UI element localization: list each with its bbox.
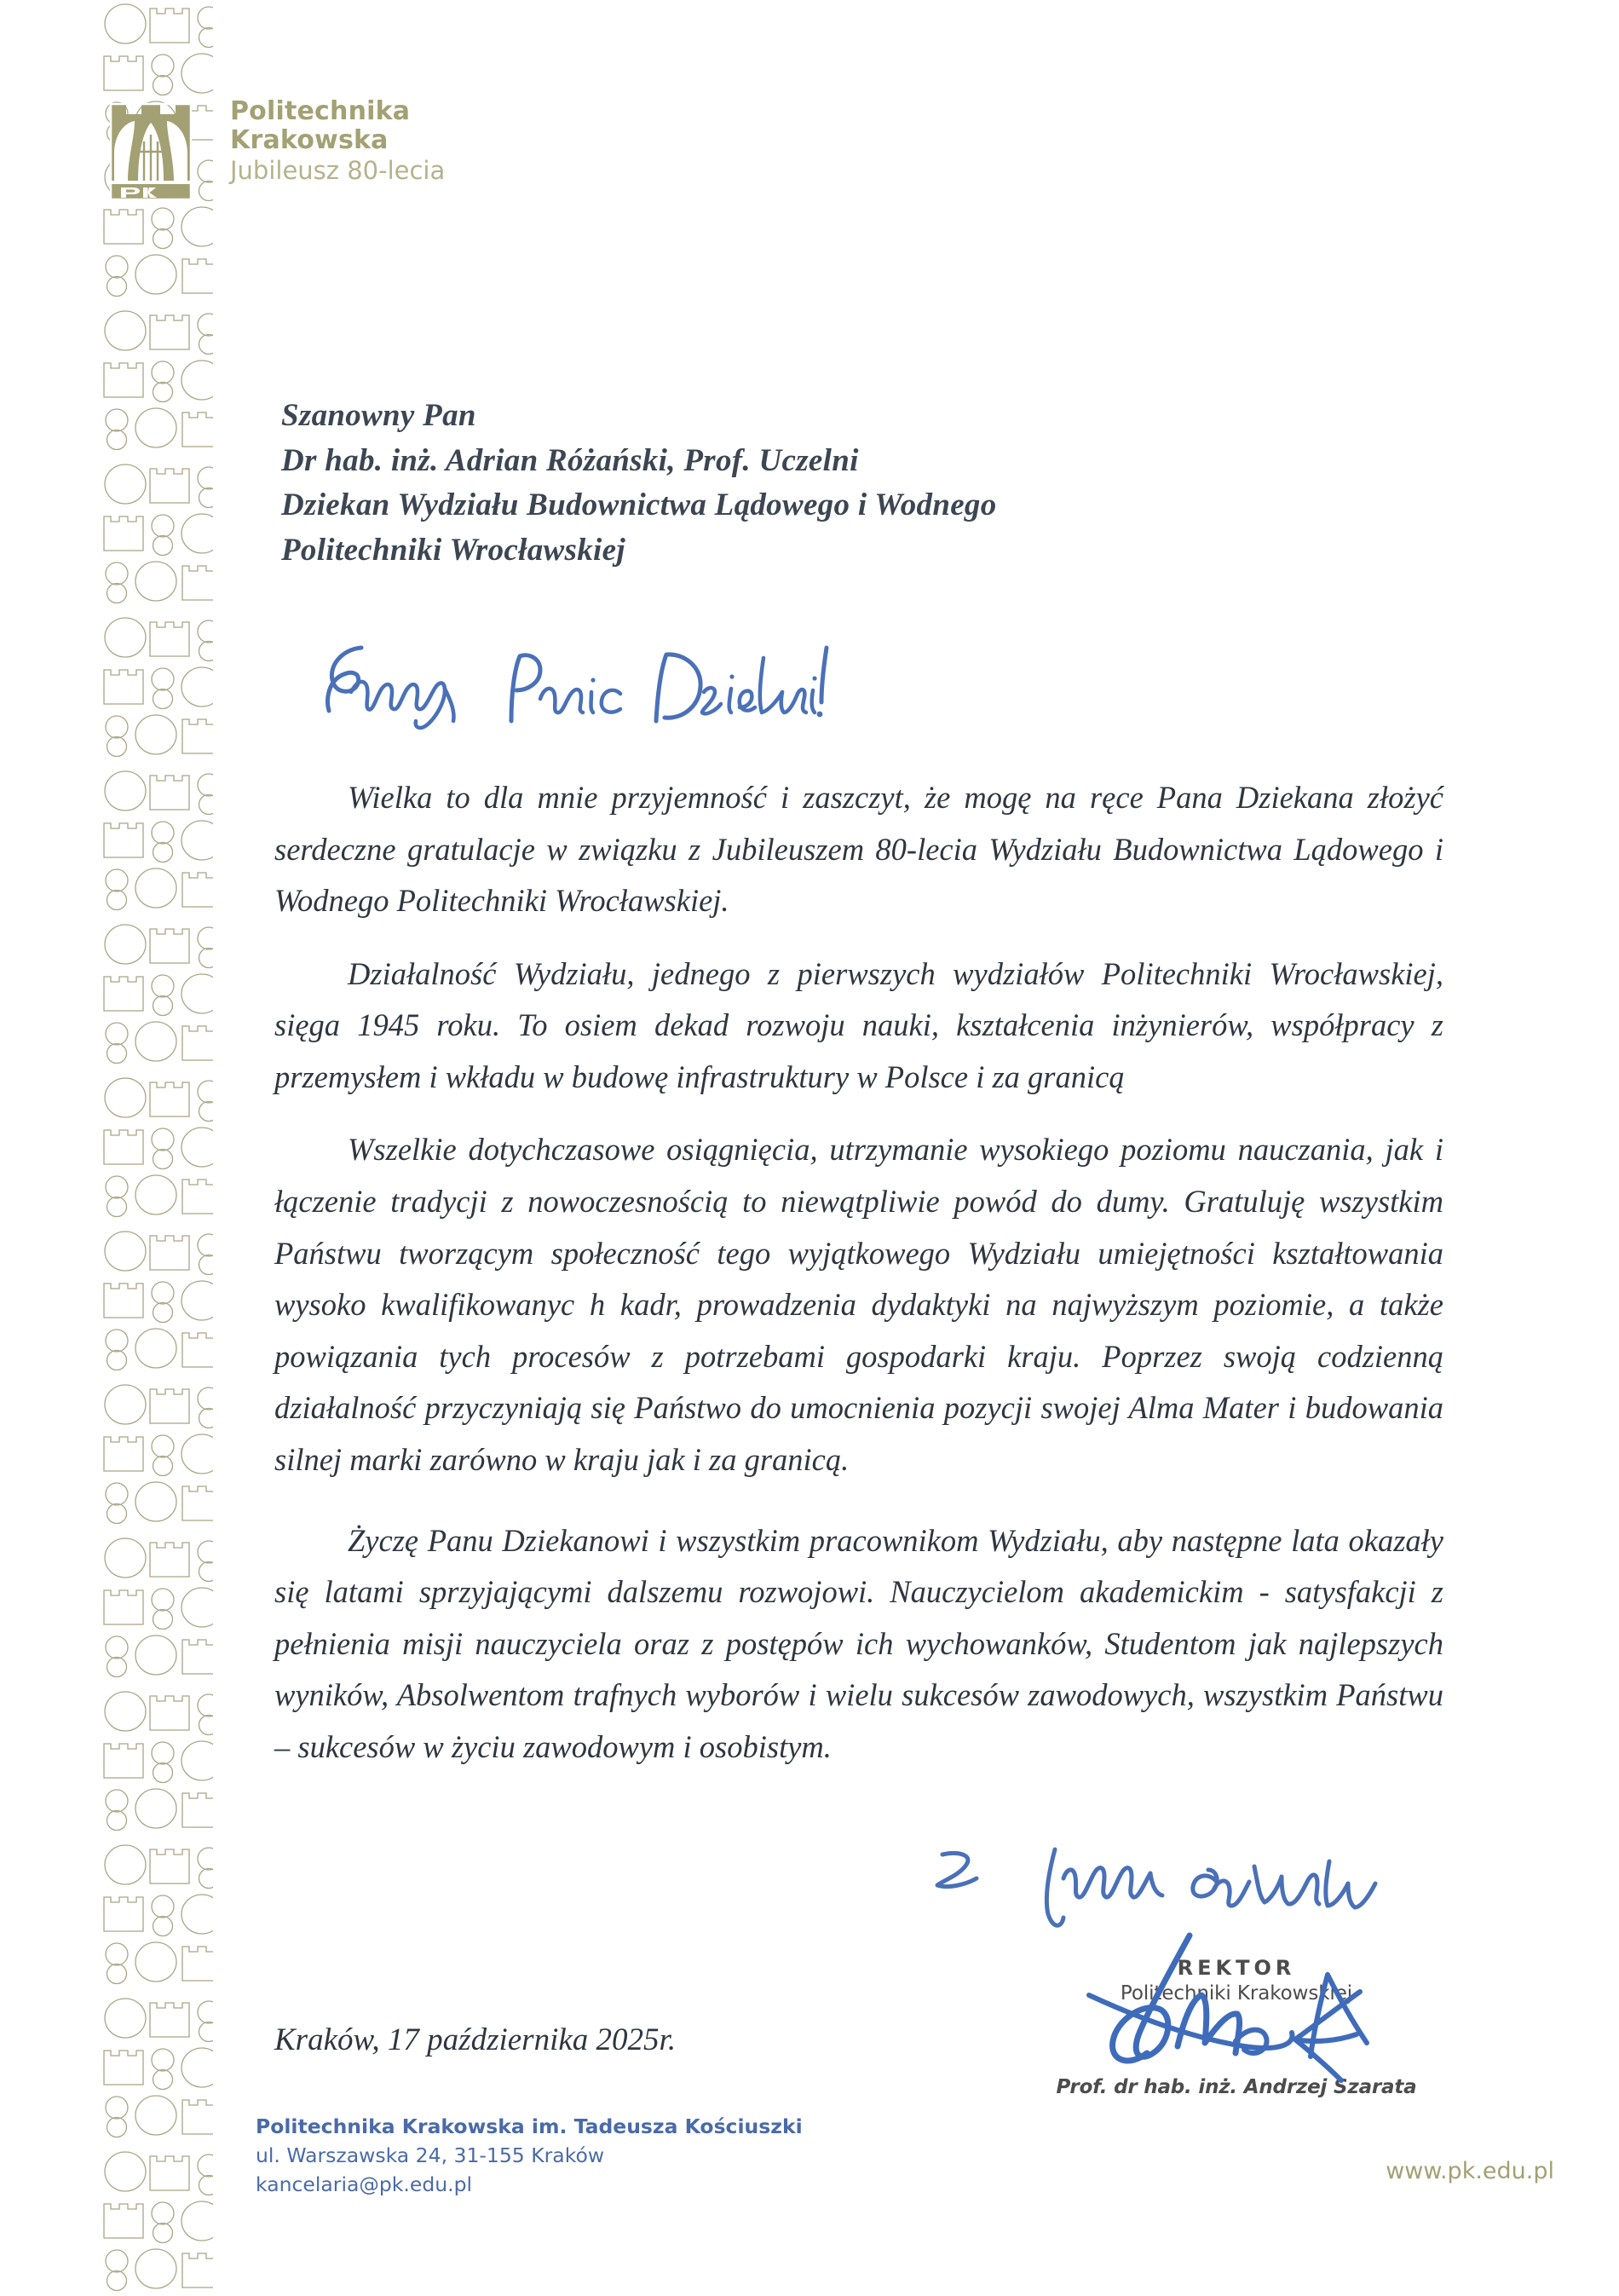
brand-name-line2: Krakowska [230, 124, 389, 155]
page-footer [256, 2112, 1568, 2199]
footer-contact-block [256, 2112, 803, 2199]
decorative-80-border [101, 0, 213, 2296]
brand-tagline: Jubileusz 80-lecia [230, 156, 446, 186]
brand-name-line1: Politechnika [230, 96, 411, 126]
date-location: Kraków, 17 października 2025r. [274, 2022, 677, 2057]
footer-organization: Politechnika Krakowska im. Tadeusza Kościuszki [256, 2114, 803, 2138]
addressee-line-3: Dziekan Wydziału Budownictwa Lądowego i Wodnego [281, 487, 997, 523]
footer-address: ul. Warszawska 24, 31-155 Kraków [256, 2143, 605, 2168]
addressee-line-2: Dr hab. inż. Adrian Różański, Prof. Uczelni [281, 442, 859, 478]
signature-area [886, 1832, 1585, 2114]
closing-ink-icon [920, 1832, 1449, 1943]
handwritten-closing [920, 1832, 1449, 1943]
addressee-block [281, 394, 1304, 573]
stamp-signer-name: Prof. dr hab. inż. Andrzej Szarata [1056, 2076, 1417, 2098]
addressee-line-1: Szanowny Pan [281, 398, 476, 433]
body-paragraph-3: Wszelkie dotychczasowe osiągnięcia, utrzymanie wysokiego poziomu nauczania, jak i łączenie tradycji z nowoczesnością to niewątpliwie powód do dumy. Gratuluję wszystkim Państwu tworzącym społeczność tego wyjątkowego Wydziału umiejętności kształtowania wysoko kwalifikowanyc h kadr, prowadzenia dydaktyki na najwyższym poziomie, a także powiązania tych procesów z potrzebami gospodarki kraju. Poprzez swoją codzienną działalność przyczyniają się Państwo do umocnienia pozycji swojej Alma Mater i budowania silnej marki zarówno w kraju jak i za granicą. [274, 1132, 1443, 1477]
body-paragraph-1: Wielka to dla mnie przyjemność i zaszczyt, że mogę na ręce Pana Dziekana złożyć serdeczne gratulacje w związku z Jubileuszem 80-lecia Wydziału Budownictwa Lądowego i Wodnego Politechniki Wrocławskiej. [274, 780, 1443, 919]
letter-body [274, 772, 1443, 1773]
letterhead-logo [109, 92, 445, 201]
pk-castle-gate-icon [109, 92, 208, 201]
body-paragraph-4: Życzę Panu Dziekanowi i wszystkim pracownikom Wydziału, aby następne lata okazały się latami sprzyjającymi dalszemu rozwojowi. Nauczycielom akademickim - satysfakcji z pełnienia misji nauczyciela oraz z postępów ich wychowanków, Studentom jak najlepszych wyników, Absolwentom trafnych wyborów i wielu sukcesów zawodowych, wszystkim Państwu – sukcesów w życiu zawodowym i osobistym. [274, 1522, 1443, 1764]
footer-website[interactable]: www.pk.edu.pl [1386, 2158, 1554, 2184]
stamp-institution: Politechniki Krakowskiej [1120, 1982, 1353, 2005]
rector-stamp [1053, 1956, 1420, 2098]
addressee-line-4: Politechniki Wrocławskiej [281, 532, 625, 568]
stamp-title: REKTOR [1177, 1956, 1296, 1980]
salutation-ink-icon [317, 632, 828, 735]
body-paragraph-2: Działalność Wydziału, jednego z pierwszych wydziałów Politechniki Wrocławskiej, sięga 1945 roku. To osiem dekad rozwoju nauki, kształcenia inżynierów, współpracy z przemysłem i wkładu w budowę infrastruktury w Polsce i za granicą [274, 955, 1443, 1094]
handwritten-salutation [317, 632, 1169, 735]
footer-email[interactable]: kancelaria@pk.edu.pl [256, 2172, 473, 2197]
